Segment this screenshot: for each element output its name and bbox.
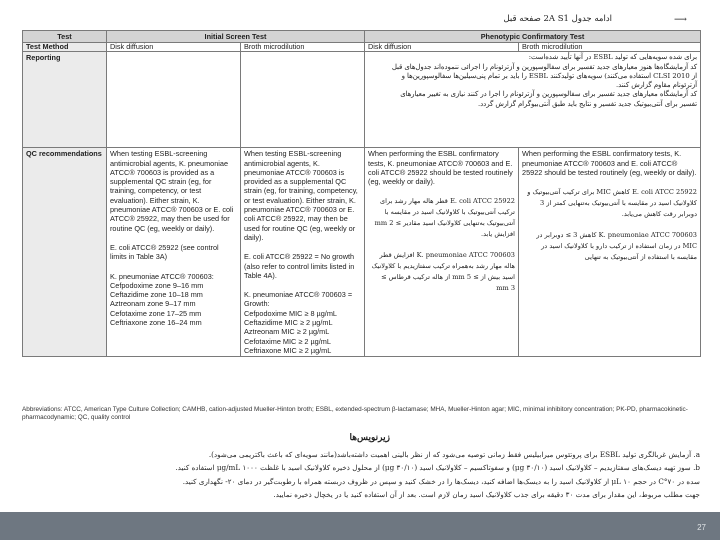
reporting-empty-cell [241,52,365,148]
qc-mic-line: Cefpodoxime MIC ≥ 8 µg/mL [244,308,337,318]
header-text: ادامه جدول 2A S1 صفحه قبل [503,14,612,24]
reporting-row [23,52,701,148]
footnote-b-cont: سده در ۷۰°C در حجم ۱۰ μL از کلاولانیک اسید را به دیسک‌ها اضافه کنید، دیسک‌ها را در خشک کنید و سپس در ظروف دربسته همراه با رطوبت‌گیر در دمای ۲۰- نگهداری کنید. [182,477,700,486]
qc-paragraph: K. pneumoniae ATCC® 700603: [110,271,214,281]
qc-broth-initial [241,148,365,357]
footnote-b: b. سوز تهیه دیسک‌های سفتازیدیم – کلاولانیک اسید (μg ۳۰/۱۰) و سفوتاکسیم – کلاولانیک اسید (μg ۳۰/۱۰) از محلول ذخیره کلاولانیک اسید با غلظت ۱۰۰۰ μg/mL استفاده کنید. [175,463,700,472]
esbl-table [22,30,701,357]
continuation-header [22,14,702,28]
qc-paragraph: When testing ESBL-screening antimicrobial agents, K. pneumoniae ATCC® 700603 is provided as a supplemental QC strain (eg, for training, competency, or test evaluation). Either strain, K. pneumoniae ATCC® 700603 or E. coli ATCC® 25922, may then be used for routine QC (eg, weekly or daily). [244,149,358,242]
qc-paragraph: When performing the ESBL confirmatory tests, K. pneumoniae ATCC® 700603 and E. coli ATCC® 25922 should be tested routinely (eg, weekly or daily). [522,149,697,177]
qc-row [23,148,701,357]
reporting-line: کد آزمایشگاه معیارهای جدید تفسیر برای سفالوسپورین و آزترئونام را اجرا در کنند نیازی به تغییر معیارهای [400,90,698,99]
qc-paragraph-fa: K. pneumoniae ATCC 700603 کاهش 3 ≥ دوبرابر در MIC در زمان استفاده از ترکیب دارو با کلاولانیک اسید در مقایسه با استفاده از آنتی‌بیوتیک به تنهایی [536,231,698,262]
reporting-line: آزترئونام مقاوم گزارش کنند. [615,81,698,90]
reporting-line: از CLSI 2010 استفاده می‌کنند) سویه‌های تولیدکنند ESBL را باید بر تمام پنی‌سیلین‌ها سفالوسپورین‌ها و [401,71,698,80]
method-cell: Broth microdilution [241,43,365,52]
qc-paragraph: E. coli ATCC® 25922 (see control limits in Table 3A) [110,242,219,262]
qc-disk-confirm [365,148,519,357]
method-row [23,43,701,52]
footnote-b-cont2: جهت مطلب مربوط، این مقدار برای مدت ۳۰ دقیقه برای جذب کلاولانیک اسید زمان لازم است. بعد از آن استفاده کنید یا در یخچال ذخیره نمایید. [273,490,700,499]
qc-paragraph: E. coli ATCC® 25922 = No growth (also refer to control limits listed in Table 4A). [244,252,355,280]
qc-paragraph-fa: E. coli ATCC 25922 کاهش MIC برای ترکیب آنتی‌بیوتیک و کلاولانیک اسید در مقایسه با آنتی‌بیوتیک به‌تنهایی کمتر از 3 دوبرابر رقت کاهش می‌یابد. [527,188,698,219]
reporting-line: کد آزمایشگاه‌ها هنوز معیارهای جدید تفسیر برای سفالوسپورین و آزترئونام را اجرائی ننموده‌اند جدول‌های قبل [391,62,698,71]
qc-zone-line: Aztreonam zone 9–17 mm [110,299,196,309]
arrow-icon: ⟶ [674,15,687,25]
reporting-line: تفسیر برای آنتی‌بیوتیک جدید تفسیر و نتایج باید طبق آنتی‌بیوگرام گزارش گردد. [477,99,698,108]
method-cell: Broth microdilution [519,43,701,52]
qc-mic-line: Ceftriaxone MIC ≥ 2 µg/mL [244,345,332,355]
method-cell: Disk diffusion [107,43,241,52]
qc-mic-line: Aztreonam MIC ≥ 2 µg/mL [244,327,330,337]
header-initial-screen: Initial Screen Test [107,31,365,43]
qc-zone-line: Cefotaxime zone 17–25 mm [110,308,202,318]
reporting-label: Reporting [23,52,107,148]
page-number: 27 [697,523,706,532]
qc-paragraph: When testing ESBL-screening antimicrobial agents, K. pneumoniae ATCC® 700603 is provided as a supplemental QC strain (eg, for training, competency, or test evaluation). Either strain, K. pneumoniae ATCC® 700603 or E. coli ATCC® 25922, may then be used for routine QC (eg, weekly or daily). [110,149,234,233]
footer-bar [0,512,720,540]
qc-paragraph-fa: K. pneumoniae ATCC 700603 افزایش قطر هاله مهار رشد به‌همراه ترکیب سفتازیدیم با کلاولانیک اسید بیش از ≥ mm 5 از هاله ترکیب قرطاس ≥ mm 3 [371,251,516,293]
reporting-line: برای شده سویه‌هایی که تولید ESBL در آنها تأیید شده‌است: [528,53,698,62]
reporting-empty-cell [107,52,241,148]
footnotes-title: زیرنویس‌ها [349,433,390,443]
table-header-row [23,31,701,43]
qc-mic-line: Ceftazidime MIC ≥ 2 µg/mL [244,318,333,328]
qc-paragraph: K. pneumoniae ATCC® 700603 = Growth: [244,290,353,309]
method-cell: Disk diffusion [365,43,519,52]
reporting-text [365,52,701,148]
qc-zone-line: Ceftriaxone zone 16–24 mm [110,318,202,328]
footnote-a: a. آزمایش غربالگری تولید ESBL برای پروتئوس میرابیلیس فقط زمانی توصیه می‌شود که از نظر بالینی اهمیت داشته‌باشد(مانند سویه‌ای که باعث باکتریمی می‌شود). [208,450,700,459]
qc-zone-line: Cefpodoxime zone 9–16 mm [110,280,204,290]
qc-disk-initial [107,148,241,357]
header-phenotypic: Phenotypic Confirmatory Test [365,31,701,43]
qc-paragraph: When performing the ESBL confirmatory tests, K. pneumoniae ATCC® 700603 and E. coli ATCC® 25922 should be tested routinely (eg, weekly or daily). [368,149,513,187]
abbreviations: Abbreviations: ATCC, American Type Culture Collection; CAMHB, cation-adjusted Mueller-Hinton broth; ESBL, extended-spectrum β-lactamase; MHA, Mueller-Hinton agar; MIC, minimal inhibitory concentration; PK-PD, pharmacokinetic-pharmacodynamic; QC, quality control [22,406,688,421]
qc-broth-confirm [519,148,701,357]
qc-mic-line: Cefotaxime MIC ≥ 2 µg/mL [244,336,331,346]
header-test: Test [23,31,107,43]
qc-label: QC recommendations [23,148,107,357]
test-method-label: Test Method [23,43,107,52]
qc-paragraph-fa: E. coli ATCC 25922 قطر هاله مهار رشد برای ترکیب آنتی‌بیوتیک با کلاولانیک اسید در مقایسه با آنتی‌بیوتیک به‌تنهایی کلاولانیک اسید مقادیر ≥ mm 2 افزایش یابد. [374,197,516,239]
qc-zone-line: Ceftazidime zone 10–18 mm [110,290,203,300]
